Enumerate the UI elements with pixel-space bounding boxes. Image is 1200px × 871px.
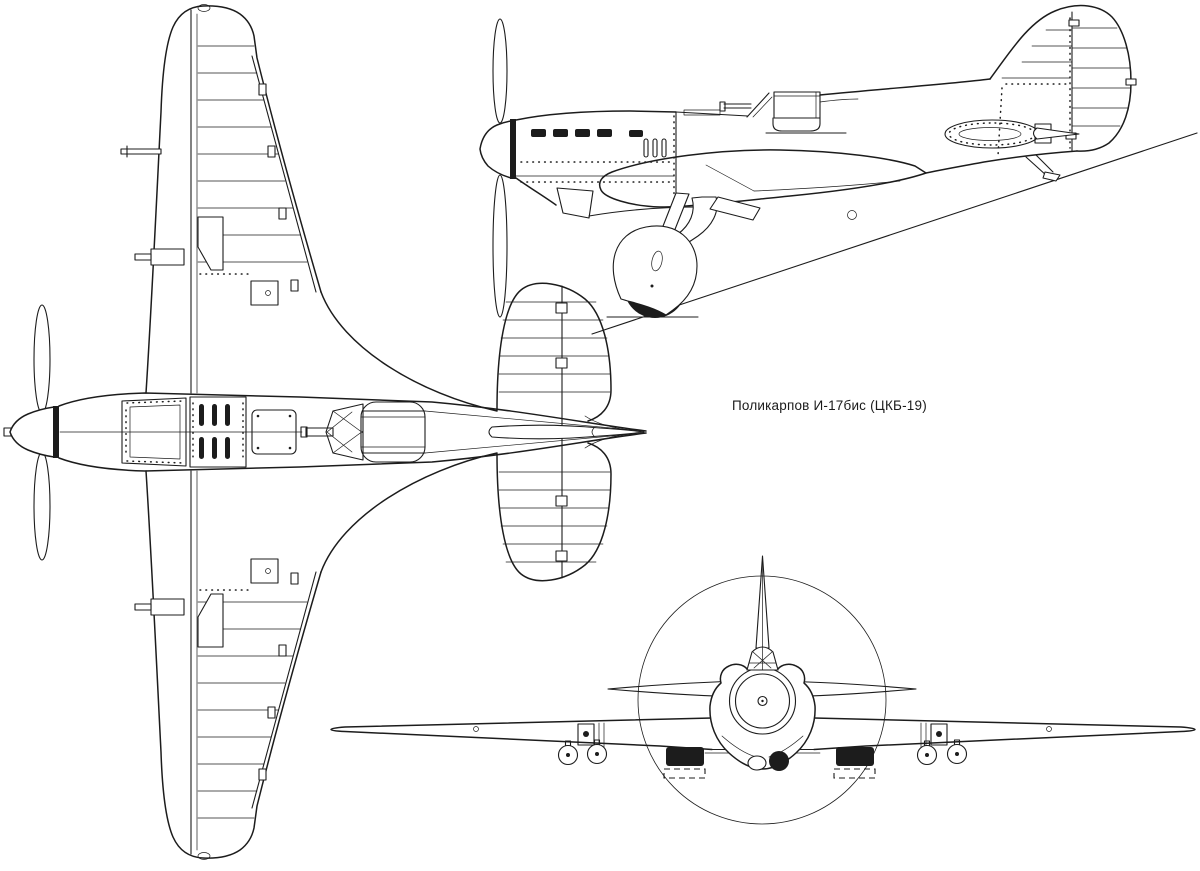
cowl-louvers bbox=[199, 404, 230, 459]
wing-gun bbox=[151, 249, 184, 265]
hand-hole bbox=[848, 211, 857, 220]
canopy-hood bbox=[773, 118, 820, 131]
top-spinner bbox=[4, 406, 59, 458]
top-left-wing bbox=[135, 453, 497, 860]
side-spinner bbox=[480, 119, 516, 179]
side-wing bbox=[600, 150, 926, 207]
top-view bbox=[4, 5, 646, 860]
side-view bbox=[480, 6, 1197, 334]
wheel-fairing bbox=[613, 226, 697, 315]
top-stabilizer bbox=[489, 283, 644, 580]
rudder-ribs bbox=[1022, 28, 1131, 126]
front-view bbox=[331, 556, 1195, 824]
chin-flap bbox=[557, 188, 593, 218]
front-canopy bbox=[747, 647, 778, 670]
front-spinner bbox=[736, 674, 790, 728]
front-fin bbox=[756, 556, 769, 648]
top-right-wing bbox=[121, 5, 497, 412]
side-landing-gear bbox=[613, 193, 760, 318]
cowl-louvers bbox=[644, 139, 666, 157]
side-tail bbox=[926, 6, 1136, 181]
wing-gun bbox=[151, 599, 184, 615]
caption: Поликарпов И-17бис (ЦКБ-19) bbox=[732, 398, 927, 413]
exhaust-stubs bbox=[531, 129, 643, 137]
side-stabilizer bbox=[945, 120, 1079, 148]
top-canopy bbox=[301, 402, 425, 462]
